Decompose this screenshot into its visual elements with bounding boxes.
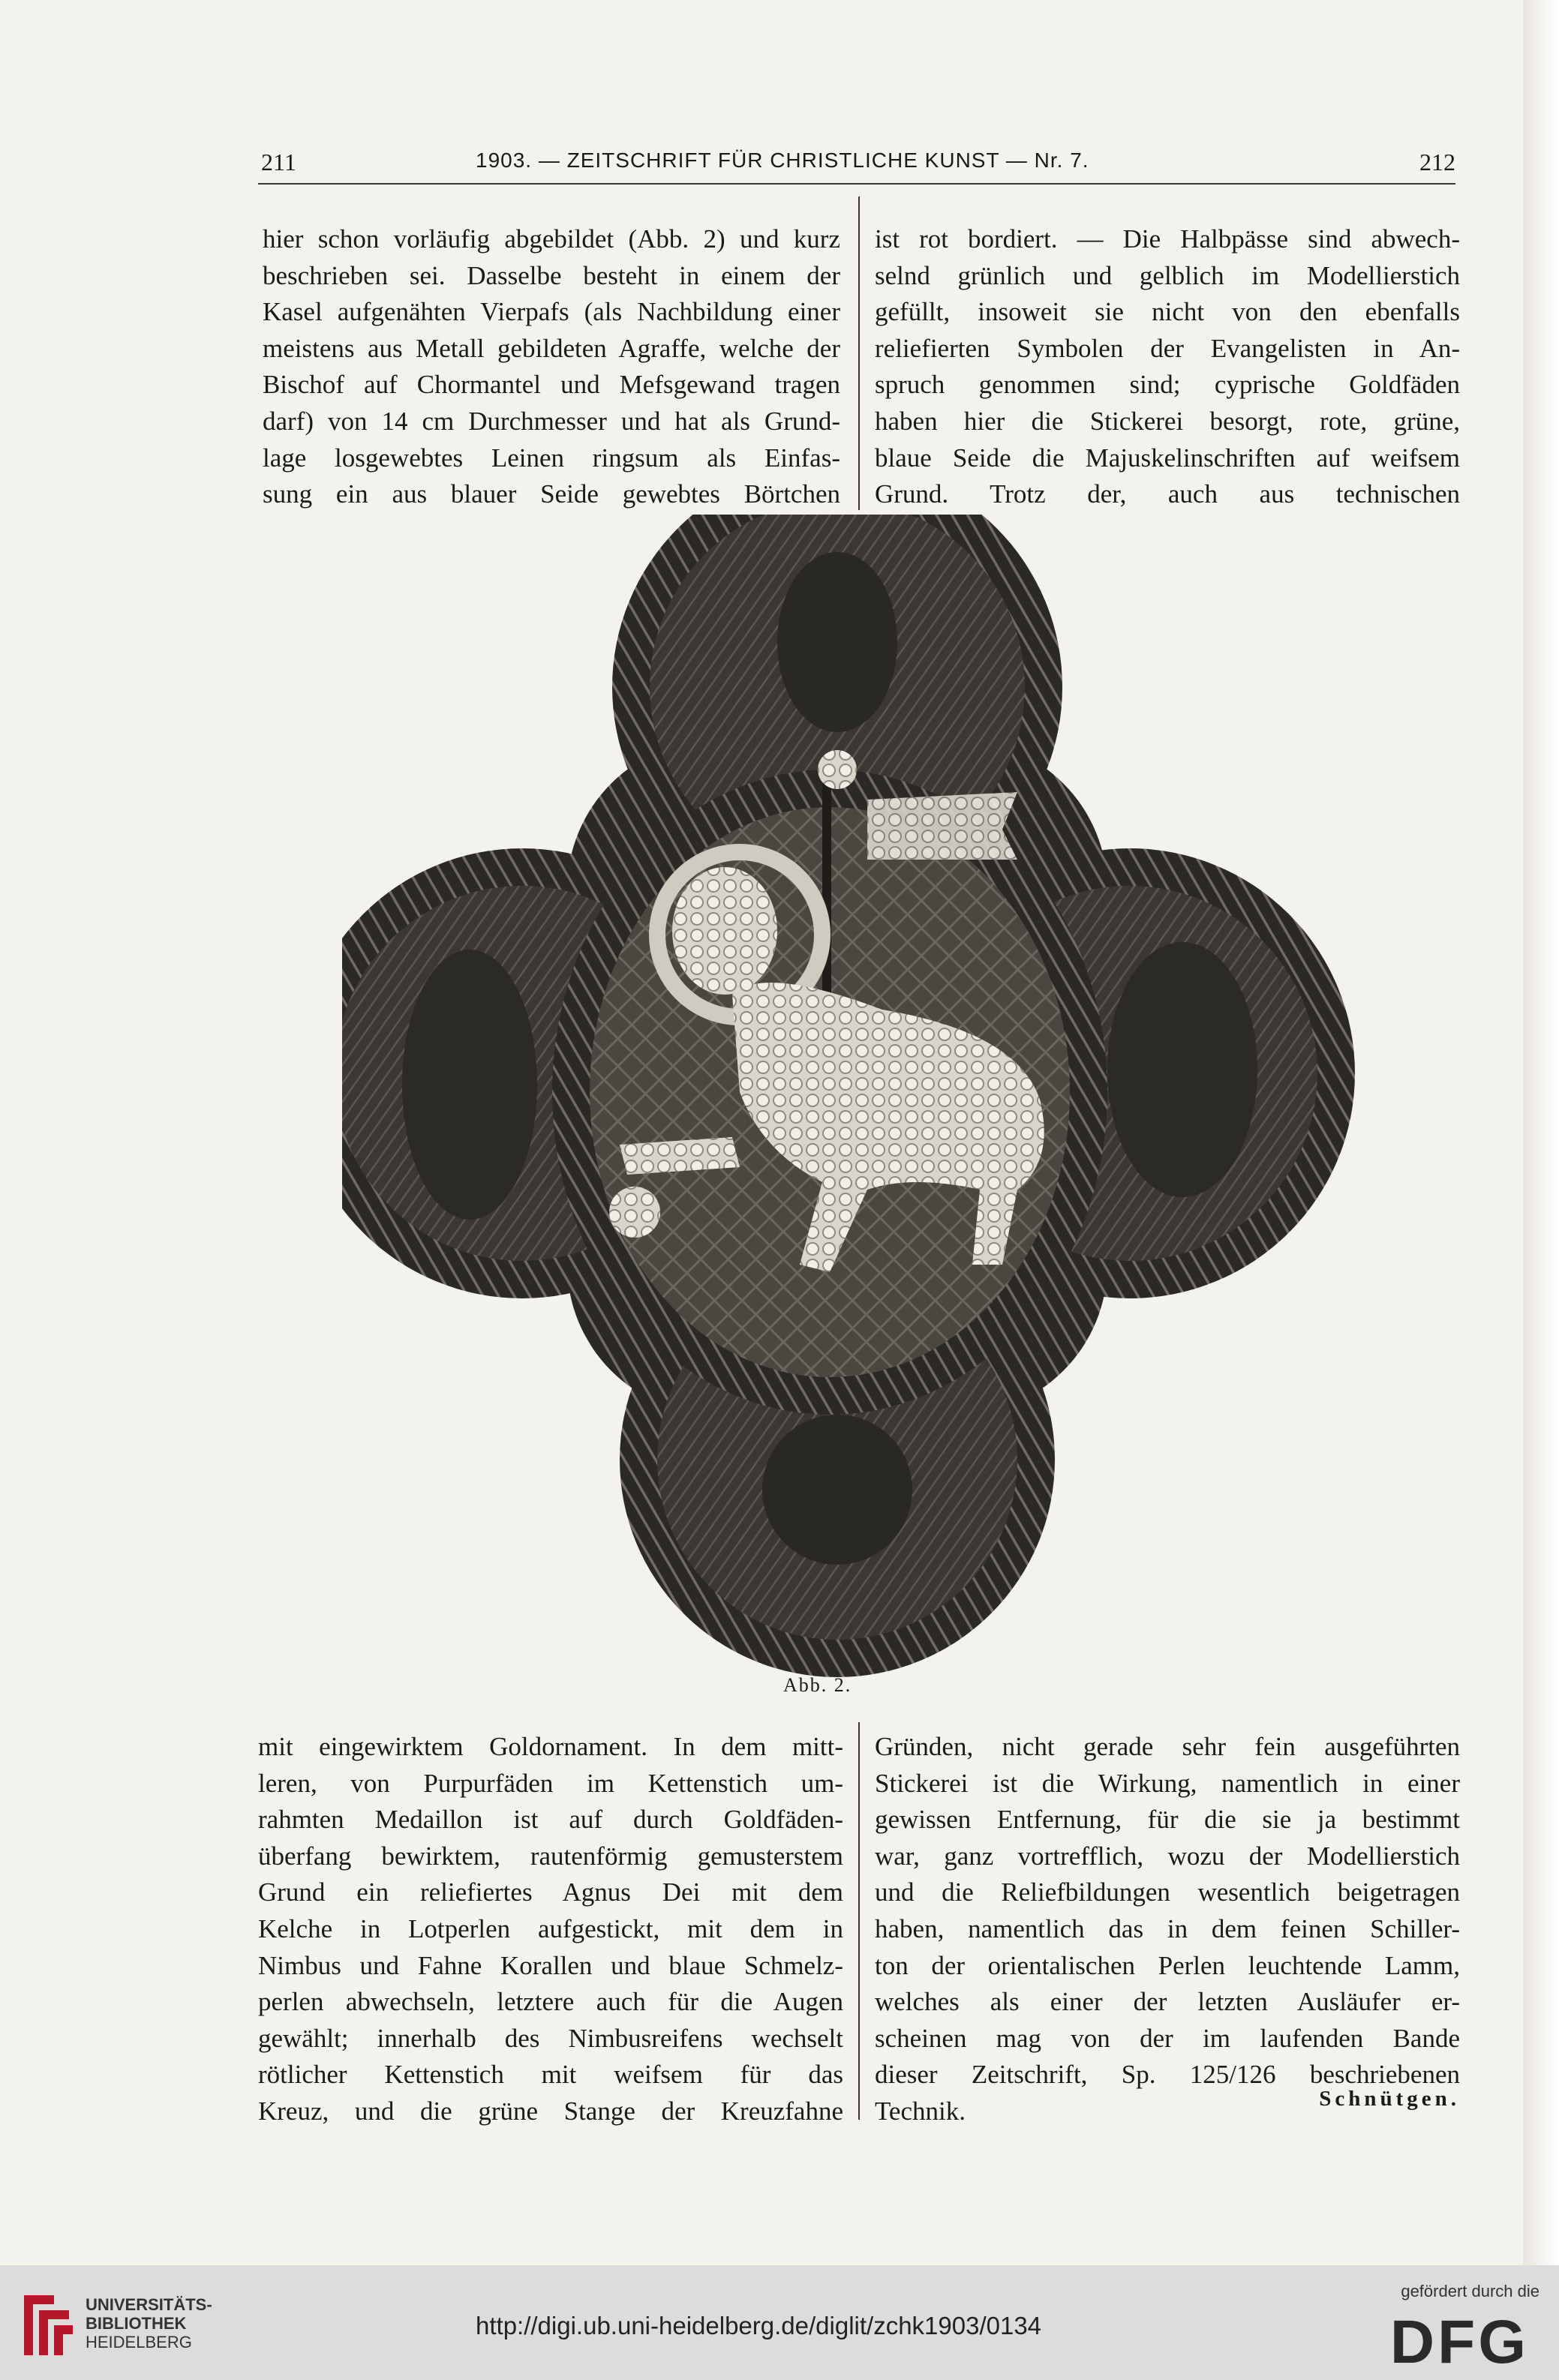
text-line: überfang bewirktem, rautenförmig gemusterstem	[258, 1841, 843, 1871]
author-signature: Schnütgen.	[1319, 2087, 1460, 2111]
text-line: rahmten Medaillon ist auf durch Goldfäden-	[258, 1805, 843, 1835]
text-line: welches als einer der letzten Ausläufer er-	[875, 1987, 1460, 2017]
text-line: beschrieben sei. Dasselbe besteht in einem der	[263, 260, 840, 290]
funded-by-label: gefördert durch die	[1401, 2282, 1539, 2300]
text-line: leren, von Purpurfäden im Kettenstich um-	[258, 1768, 843, 1798]
text-line: Technik.	[875, 2096, 966, 2126]
page-number-left: 211	[261, 149, 296, 176]
figure-caption: Abb. 2.	[783, 1674, 852, 1696]
text-line: scheinen mag von der im laufenden Bande	[875, 2023, 1460, 2053]
running-header	[258, 146, 1455, 185]
text-line: hier schon vorläufig abgebildet (Abb. 2) und kurz	[263, 224, 840, 254]
source-url-link[interactable]: http://digi.ub.uni-heidelberg.de/diglit/zchk1903/0134	[476, 2312, 1042, 2339]
column-divider-bottom	[858, 1722, 860, 2120]
text-line: Kasel aufgenähten Vierpafs (als Nachbildung einer	[263, 297, 840, 327]
text-line: haben hier die Stickerei besorgt, rote, grüne,	[875, 406, 1460, 436]
text-line: Nimbus und Fahne Korallen und blaue Schmelz-	[258, 1950, 843, 1980]
logo-line: HEIDELBERG	[86, 2333, 192, 2351]
text-line: ist rot bordiert. — Die Halbpässe sind abwech-	[875, 224, 1460, 254]
text-line: gefüllt, insoweit sie nicht von den ebenfalls	[875, 297, 1460, 327]
evangelist-symbol-top	[777, 552, 897, 732]
library-logo-icon	[17, 2288, 77, 2363]
text-line: Bischof auf Chormantel und Mefsgewand tragen	[263, 370, 840, 400]
text-line: rötlicher Kettenstich mit weifsem für das	[258, 2060, 843, 2090]
text-line: Kreuz, und die grüne Stange der Kreuzfahne	[258, 2096, 843, 2126]
text-line: selnd grünlich und gelblich im Modellierstich	[875, 260, 1460, 290]
dfg-logo: DFG	[1389, 2308, 1529, 2376]
text-line: lage losgewebtes Leinen ringsum als Einfas-	[263, 443, 840, 473]
text-line: Kelche in Lotperlen aufgestickt, mit dem in	[258, 1913, 843, 1943]
page-number-right: 212	[1419, 149, 1455, 176]
library-logo-text	[86, 2295, 212, 2351]
text-line: Grund. Trotz der, auch aus technischen	[875, 479, 1460, 509]
text-line: blaue Seide die Majuskelinschriften auf weifsem	[875, 443, 1460, 473]
text-column-top-left	[263, 221, 840, 513]
evangelist-symbol-bottom	[762, 1415, 912, 1565]
text-line: haben, namentlich das in dem feinen Schiller-	[875, 1913, 1460, 1943]
text-line: gewählt; innerhalb des Nimbusreifens wechselt	[258, 2023, 843, 2053]
text-line: perlen abwechseln, letztere auch für die Augen	[258, 1987, 843, 2017]
text-line: mit eingewirktem Goldornament. In dem mitt-	[258, 1732, 843, 1761]
running-head-title: 1903. — ZEITSCHRIFT FÜR CHRISTLICHE KUNST — Nr. 7.	[476, 149, 1089, 172]
column-divider-top	[858, 197, 860, 510]
logo-line: BIBLIOTHEK	[86, 2314, 187, 2333]
text-line: sung ein aus blauer Seide gewebtes Börtchen	[263, 479, 840, 509]
text-column-bottom-left	[258, 1729, 843, 2130]
text-line: darf) von 14 cm Durchmesser und hat als Grund-	[263, 406, 840, 436]
page-edge-shadow	[1523, 0, 1559, 2265]
text-line: reliefierten Symbolen der Evangelisten in An-	[875, 333, 1460, 363]
text-line: dieser Zeitschrift, Sp. 125/126 beschriebenen	[875, 2060, 1460, 2090]
text-column-top-right	[875, 221, 1460, 513]
logo-line: UNIVERSITÄTS-	[86, 2295, 212, 2314]
text-line: meistens aus Metall gebildeten Agraffe, welche der	[263, 333, 840, 363]
text-line: Gründen, nicht gerade sehr fein ausgeführten	[875, 1732, 1460, 1761]
evangelist-symbol-left	[402, 950, 537, 1220]
text-line: war, ganz vortrefflich, wozu der Modellierstich	[875, 1841, 1460, 1871]
text-line: Stickerei ist die Wirkung, namentlich in einer	[875, 1768, 1460, 1798]
evangelist-symbol-right	[1107, 942, 1257, 1197]
footer-bar	[0, 2265, 1559, 2380]
text-column-bottom-right	[875, 1729, 1460, 2130]
embroidery-figure	[342, 515, 1467, 1685]
text-line: Grund ein reliefiertes Agnus Dei mit dem	[258, 1877, 843, 1907]
text-line: und die Reliefbildungen wesentlich beigetragen	[875, 1877, 1460, 1907]
text-line: spruch genommen sind; cyprische Goldfäden	[875, 370, 1460, 400]
text-line: ton der orientalischen Perlen leuchtende Lamm,	[875, 1950, 1460, 1980]
text-line: gewissen Entfernung, für die sie ja bestimmt	[875, 1805, 1460, 1835]
